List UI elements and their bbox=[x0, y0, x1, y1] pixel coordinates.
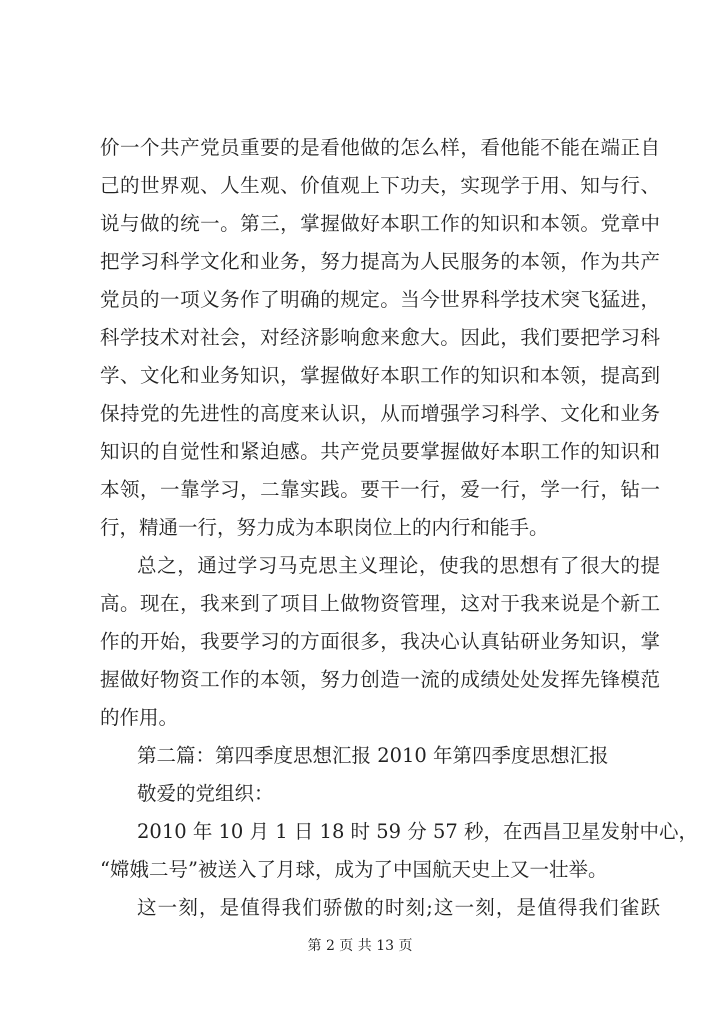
text-line: 本领，一靠学习，二靠实践。要干一行，爱一行，学一行，钻一 bbox=[100, 478, 660, 501]
text-line: 知识的自觉性和紧迫感。共产党员要掌握做好本职工作的知识和 bbox=[100, 440, 660, 463]
text-line: “嫦娥二号”被送入了月球，成为了中国航天史上又一壮举。 bbox=[100, 858, 608, 881]
text-line: 行，精通一行，努力成为本职岗位上的内行和能手。 bbox=[100, 516, 549, 539]
text-line: 科学技术对社会，对经济影响愈来愈大。因此，我们要把学习科 bbox=[100, 326, 660, 349]
text-line: 说与做的统一。第三，掌握做好本职工作的知识和本领。党章中 bbox=[100, 212, 660, 235]
text-line: 握做好物资工作的本领，努力创造一流的成绩处处发挥先锋模范 bbox=[100, 668, 660, 691]
page-number-footer: 第 2 页 共 13 页 bbox=[307, 938, 413, 954]
text-line: 高。现在，我来到了项目上做物资管理，这对于我来说是个新工 bbox=[100, 592, 660, 615]
text-line: 作的开始，我要学习的方面很多，我决心认真钻研业务知识，掌 bbox=[100, 630, 660, 653]
section-heading: 第二篇：第四季度思想汇报 2010 年第四季度思想汇报 bbox=[137, 744, 609, 767]
text-line: 把学习科学文化和业务，努力提高为人民服务的本领，作为共产 bbox=[100, 250, 660, 273]
paragraph-start-line: 2010 年 10 月 1 日 18 时 59 分 57 秒，在西昌卫星发射中心， bbox=[137, 820, 698, 843]
text-line: 保持党的先进性的高度来认识，从而增强学习科学、文化和业务 bbox=[100, 402, 660, 425]
text-line: 学、文化和业务知识，掌握做好本职工作的知识和本领，提高到 bbox=[100, 364, 660, 387]
text-line: 的作用。 bbox=[100, 706, 179, 729]
paragraph-start-line: 总之，通过学习马克思主义理论，使我的思想有了很大的提 bbox=[137, 554, 660, 577]
text-line: 党员的一项义务作了明确的规定。当今世界科学技术突飞猛进， bbox=[100, 288, 660, 311]
text-line: 己的世界观、人生观、价值观上下功夫，实现学于用、知与行、 bbox=[100, 174, 660, 197]
salutation: 敬爱的党组织： bbox=[137, 782, 274, 805]
paragraph-start-line: 这一刻，是值得我们骄傲的时刻;这一刻，是值得我们雀跃 bbox=[137, 896, 660, 919]
text-line: 价一个共产党员重要的是看他做的怎么样，看他能不能在端正自 bbox=[100, 136, 660, 159]
